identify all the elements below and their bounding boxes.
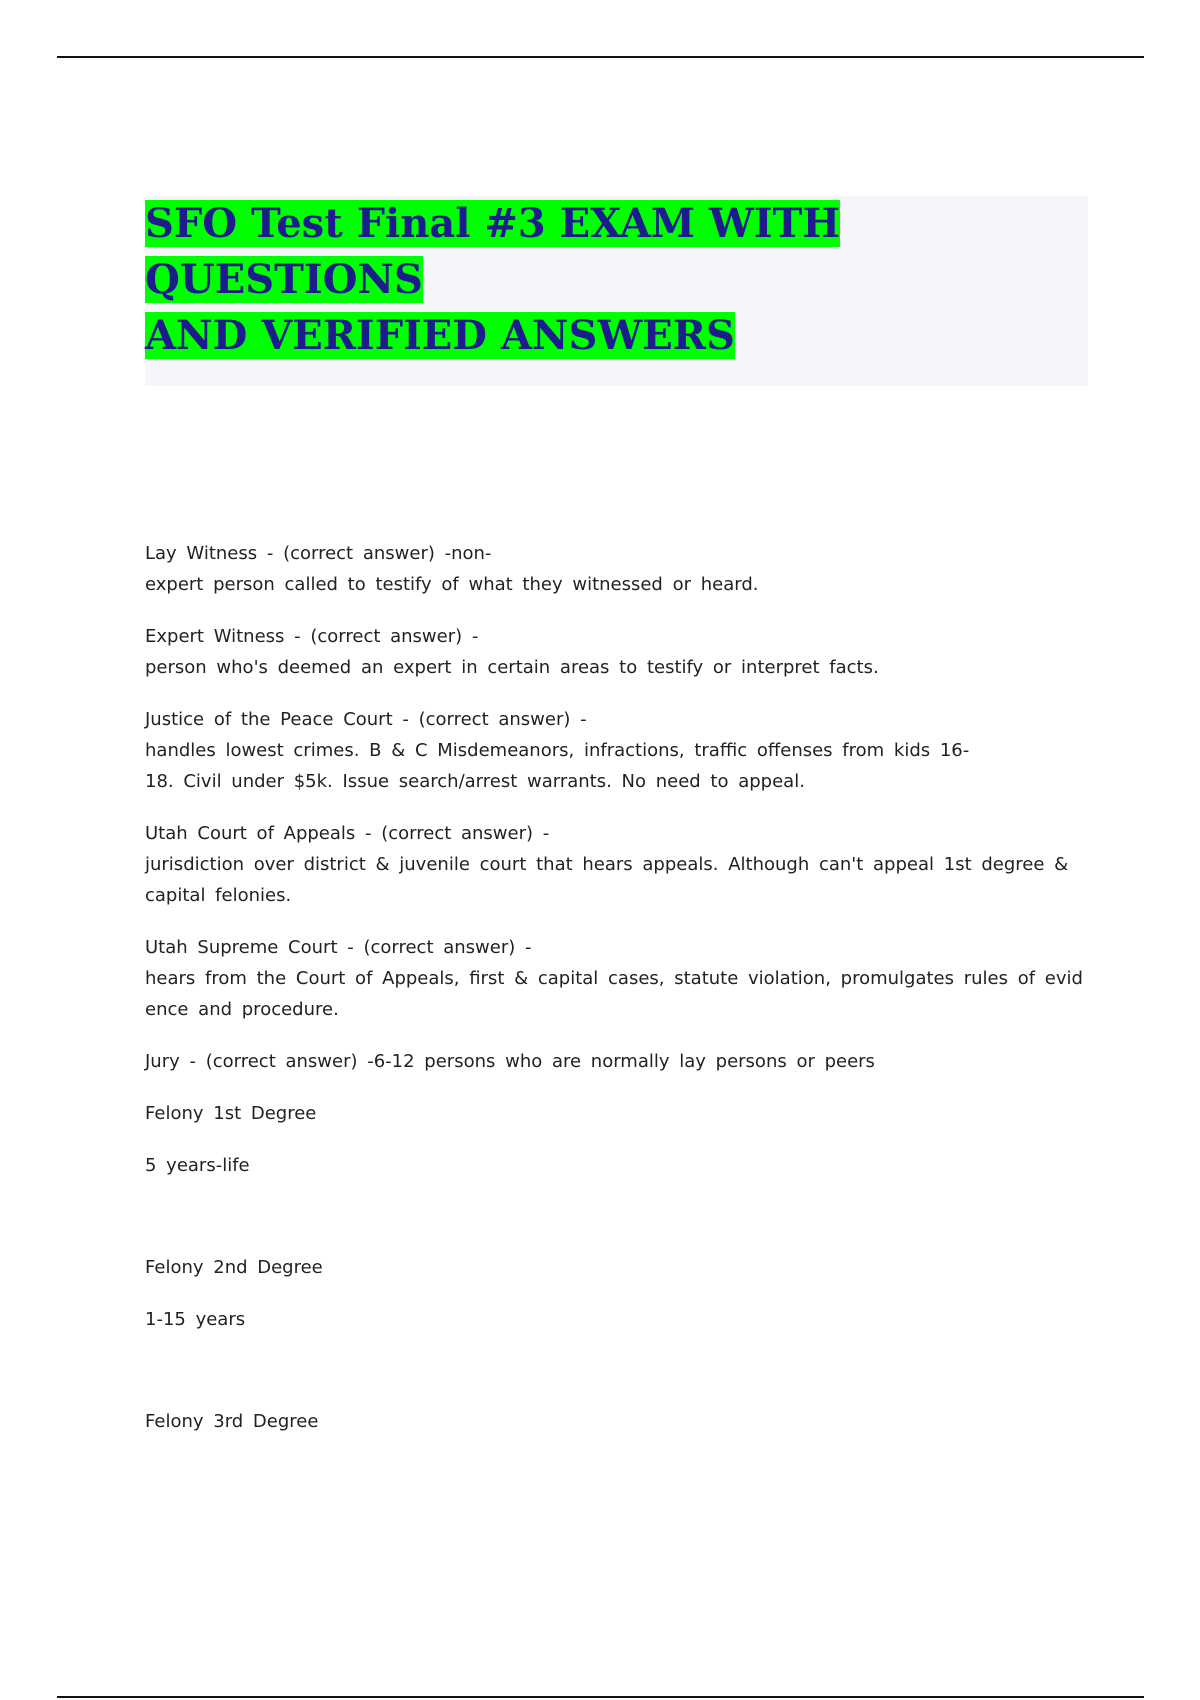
title-box <box>145 196 1088 386</box>
entry-term: Utah Supreme Court - (correct answer) - <box>145 937 532 958</box>
entry-definition: expert person called to testify of what they witnessed or heard. <box>145 574 759 595</box>
felony-label: Felony 3rd Degree <box>145 1411 319 1432</box>
felony-label: Felony 1st Degree <box>145 1103 317 1124</box>
qa-entry-expert-witness <box>145 621 1089 683</box>
qa-entry-court-of-appeals <box>145 818 1089 911</box>
page-top-rule <box>57 56 1144 58</box>
qa-entry-supreme-court <box>145 932 1089 1025</box>
entry-term: Expert Witness - (correct answer) - <box>145 626 479 647</box>
qa-entry-justice-of-peace <box>145 704 1089 797</box>
felony-3rd-degree <box>145 1406 1089 1437</box>
felony-1st-degree <box>145 1098 1089 1181</box>
entry-definition: jurisdiction over district & juvenile court that hears appeals. Although can't appeal 1st degree & capital felonies. <box>145 854 1069 906</box>
qa-entry-lay-witness <box>145 538 1089 600</box>
qa-entry-jury <box>145 1046 1089 1077</box>
felony-label: Felony 2nd Degree <box>145 1257 323 1278</box>
entry-term: Lay Witness - (correct answer) -non- <box>145 543 492 564</box>
felony-2nd-degree <box>145 1252 1089 1335</box>
title-line-1: SFO Test Final #3 EXAM WITH QUESTIONS <box>145 200 841 303</box>
entry-definition: handles lowest crimes. B & C Misdemeanors, infractions, traffic offenses from kids 16- <box>145 740 970 761</box>
entry-term: Jury - (correct answer) -6-12 persons who are normally lay persons or peers <box>145 1051 875 1072</box>
entry-definition: person who's deemed an expert in certain areas to testify or interpret facts. <box>145 657 879 678</box>
entry-term: Utah Court of Appeals - (correct answer) - <box>145 823 550 844</box>
felony-range: 5 years-life <box>145 1155 250 1176</box>
page-bottom-rule <box>57 1696 1144 1698</box>
qa-content <box>145 538 1089 1458</box>
felony-range: 1-15 years <box>145 1309 246 1330</box>
entry-term: Justice of the Peace Court - (correct answer) - <box>145 709 587 730</box>
entry-definition-cont: 18. Civil under $5k. Issue search/arrest warrants. No need to appeal. <box>145 771 805 792</box>
title-line-2: AND VERIFIED ANSWERS <box>145 312 735 359</box>
entry-definition: hears from the Court of Appeals, first & capital cases, statute violation, promulgates rules of evid ence and procedure. <box>145 968 1083 1020</box>
document-title <box>145 196 1088 364</box>
